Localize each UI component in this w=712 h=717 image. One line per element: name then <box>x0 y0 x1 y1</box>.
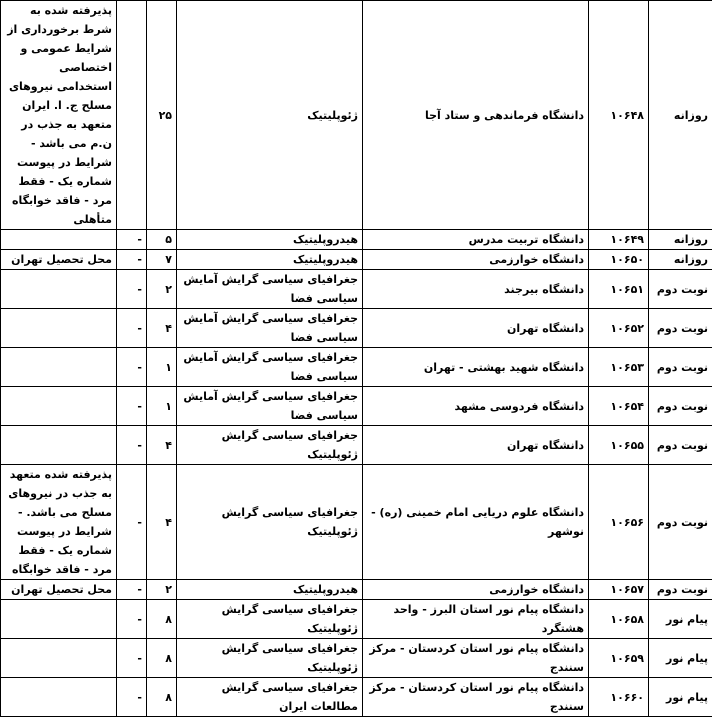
table-row <box>1 270 712 309</box>
note-cell <box>1 678 117 717</box>
note-cell <box>1 230 117 250</box>
field-cell: جغرافیای سیاسی گرایش ژئوپلیتیک <box>177 600 363 639</box>
capacity-cell: ۴ <box>147 309 177 348</box>
note-cell <box>1 639 117 678</box>
course-type-cell: نوبت دوم <box>649 348 712 387</box>
program-code-cell: ۱۰۶۴۹ <box>589 230 649 250</box>
course-type-cell: روزانه <box>649 230 712 250</box>
field-cell: جغرافیای سیاسی گرایش آمایش سیاسی فضا <box>177 387 363 426</box>
extra-capacity-cell: - <box>117 348 147 387</box>
note-cell <box>1 348 117 387</box>
program-code-cell: ۱۰۶۵۲ <box>589 309 649 348</box>
capacity-cell: ۲ <box>147 270 177 309</box>
program-code-cell: ۱۰۶۵۳ <box>589 348 649 387</box>
capacity-cell: ۲۵ <box>147 1 177 230</box>
university-cell: دانشگاه تهران <box>363 426 589 465</box>
extra-capacity-cell: - <box>117 678 147 717</box>
field-cell: ژئوپلیتیک <box>177 1 363 230</box>
program-code-cell: ۱۰۶۵۶ <box>589 465 649 580</box>
program-code-cell: ۱۰۶۵۹ <box>589 639 649 678</box>
university-cell: دانشگاه علوم دریایی امام خمینی (ره) - نوشهر <box>363 465 589 580</box>
capacity-cell: ۸ <box>147 600 177 639</box>
extra-capacity-cell: - <box>117 250 147 270</box>
table-row <box>1 309 712 348</box>
program-code-cell: ۱۰۶۵۷ <box>589 580 649 600</box>
table-row <box>1 1 712 230</box>
program-code-cell: ۱۰۶۶۰ <box>589 678 649 717</box>
note-cell: پذیرفته شده به شرط برخورداری از شرایط عمومی و اختصاصی استخدامی نیروهای مسلح ج. ا. ایران متعهد به جذب در ن.م می باشد - شرایط در پیوست شماره یک - فقط مرد - فاقد خوابگاه متأهلی <box>1 1 117 230</box>
university-cell: دانشگاه فردوسی مشهد <box>363 387 589 426</box>
extra-capacity-cell: - <box>117 639 147 678</box>
note-cell: محل تحصیل تهران <box>1 250 117 270</box>
field-cell: هیدروپلیتیک <box>177 230 363 250</box>
table-row <box>1 426 712 465</box>
extra-capacity-cell: - <box>117 580 147 600</box>
note-cell <box>1 426 117 465</box>
table-row <box>1 250 712 270</box>
course-type-cell: نوبت دوم <box>649 465 712 580</box>
table-row <box>1 230 712 250</box>
course-type-cell: روزانه <box>649 250 712 270</box>
university-cell: دانشگاه فرماندهی و ستاد آجا <box>363 1 589 230</box>
course-type-cell: نوبت دوم <box>649 387 712 426</box>
extra-capacity-cell: - <box>117 387 147 426</box>
table-row <box>1 348 712 387</box>
extra-capacity-cell: - <box>117 309 147 348</box>
extra-capacity-cell <box>117 1 147 230</box>
program-code-cell: ۱۰۶۴۸ <box>589 1 649 230</box>
table-row <box>1 387 712 426</box>
capacity-cell: ۷ <box>147 250 177 270</box>
table-row <box>1 580 712 600</box>
note-cell <box>1 270 117 309</box>
capacity-cell: ۱ <box>147 348 177 387</box>
extra-capacity-cell: - <box>117 230 147 250</box>
field-cell: جغرافیای سیاسی گرایش ژئوپلیتیک <box>177 426 363 465</box>
program-code-cell: ۱۰۶۵۴ <box>589 387 649 426</box>
university-cell: دانشگاه شهید بهشتی - تهران <box>363 348 589 387</box>
field-cell: جغرافیای سیاسی گرایش آمایش سیاسی فضا <box>177 270 363 309</box>
course-type-cell: نوبت دوم <box>649 426 712 465</box>
university-cell: دانشگاه پیام نور استان البرز - واحد هشتگرد <box>363 600 589 639</box>
note-cell: محل تحصیل تهران <box>1 580 117 600</box>
course-type-cell: نوبت دوم <box>649 270 712 309</box>
course-type-cell: پیام نور <box>649 678 712 717</box>
capacity-cell: ۴ <box>147 426 177 465</box>
capacity-cell: ۲ <box>147 580 177 600</box>
field-cell: هیدروپلیتیک <box>177 580 363 600</box>
note-cell: پذیرفته شده متعهد به جذب در نیروهای مسلح می باشد. - شرایط در پیوست شماره یک - فقط مرد - فاقد خوابگاه <box>1 465 117 580</box>
university-cell: دانشگاه پیام نور استان کردستان - مرکز سنندج <box>363 639 589 678</box>
university-cell: دانشگاه پیام نور استان کردستان - مرکز سنندج <box>363 678 589 717</box>
capacity-cell: ۸ <box>147 639 177 678</box>
course-type-cell: روزانه <box>649 1 712 230</box>
capacity-cell: ۵ <box>147 230 177 250</box>
table-body <box>1 1 712 717</box>
table-row <box>1 639 712 678</box>
extra-capacity-cell: - <box>117 600 147 639</box>
table-row <box>1 600 712 639</box>
table-row <box>1 678 712 717</box>
field-cell: جغرافیای سیاسی گرایش آمایش سیاسی فضا <box>177 309 363 348</box>
note-cell <box>1 387 117 426</box>
program-code-cell: ۱۰۶۵۵ <box>589 426 649 465</box>
university-cell: دانشگاه بیرجند <box>363 270 589 309</box>
extra-capacity-cell: - <box>117 426 147 465</box>
field-cell: جغرافیای سیاسی گرایش ژئوپلیتیک <box>177 465 363 580</box>
extra-capacity-cell: - <box>117 465 147 580</box>
university-cell: دانشگاه تهران <box>363 309 589 348</box>
field-cell: جغرافیای سیاسی گرایش مطالعات ایران <box>177 678 363 717</box>
course-type-cell: پیام نور <box>649 639 712 678</box>
program-code-cell: ۱۰۶۵۱ <box>589 270 649 309</box>
table-row <box>1 465 712 580</box>
program-code-cell: ۱۰۶۵۸ <box>589 600 649 639</box>
capacity-cell: ۴ <box>147 465 177 580</box>
university-cell: دانشگاه خوارزمی <box>363 580 589 600</box>
capacity-cell: ۸ <box>147 678 177 717</box>
course-type-cell: پیام نور <box>649 600 712 639</box>
field-cell: جغرافیای سیاسی گرایش آمایش سیاسی فضا <box>177 348 363 387</box>
field-cell: هیدروپلیتیک <box>177 250 363 270</box>
note-cell <box>1 600 117 639</box>
note-cell <box>1 309 117 348</box>
capacity-cell: ۱ <box>147 387 177 426</box>
extra-capacity-cell: - <box>117 270 147 309</box>
field-cell: جغرافیای سیاسی گرایش ژئوپلیتیک <box>177 639 363 678</box>
university-cell: دانشگاه تربیت مدرس <box>363 230 589 250</box>
university-cell: دانشگاه خوارزمی <box>363 250 589 270</box>
course-type-cell: نوبت دوم <box>649 580 712 600</box>
course-type-cell: نوبت دوم <box>649 309 712 348</box>
program-code-cell: ۱۰۶۵۰ <box>589 250 649 270</box>
